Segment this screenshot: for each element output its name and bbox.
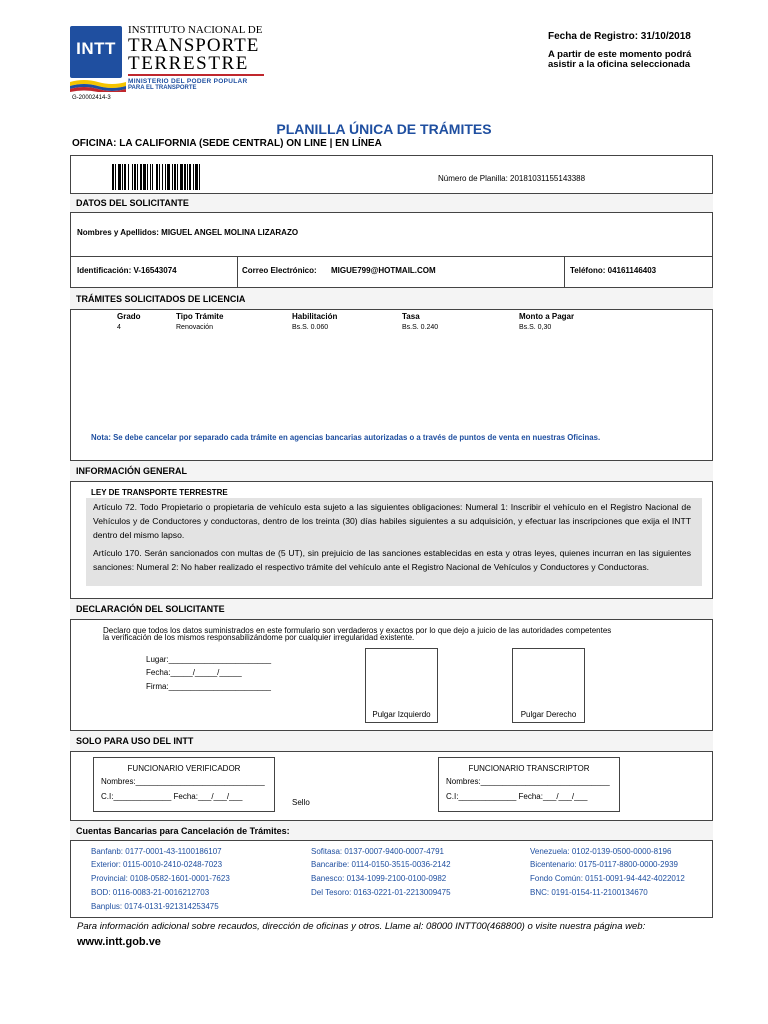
flag-stripe-icon: [70, 78, 126, 92]
rif-number: G-20002414-3: [72, 95, 111, 101]
footer-info: Para información adicional sobre recaudos, dirección de oficinas y otros. Llame al: 08000 INTT00(468800) o visite nuestra página web:: [77, 921, 646, 932]
law-title: LEY DE TRANSPORTE TERRESTRE: [91, 488, 228, 497]
bank-account-item: Del Tesoro: 0163-0221-01-2213009475: [311, 888, 451, 897]
table-cell: 4: [117, 324, 121, 331]
date-field: Fecha:_____/_____/_____: [146, 668, 242, 677]
bank-account-item: Banplus: 0174-0131-921314253475: [91, 902, 219, 911]
barcode-bar: [132, 164, 133, 190]
bank-account-item: Bicentenario: 0175-0117-8800-0000-2939: [530, 860, 678, 869]
bank-account-item: Banesco: 0134-1099-2100-0100-0982: [311, 874, 447, 883]
barcode-bar: [177, 164, 178, 190]
table-cell: Bs.S. 0.060: [292, 324, 329, 331]
section-intt-use: SOLO PARA USO DEL INTT: [70, 730, 713, 752]
barcode-bar: [159, 164, 160, 190]
barcode-bar: [172, 164, 173, 190]
table-cell: Renovación: [176, 324, 213, 331]
bank-account-item: BOD: 0116-0083-21-0016212703: [91, 888, 210, 897]
barcode-bar: [162, 164, 163, 190]
transcriber-ci-date: C.I:_____________ Fecha:___/___/___: [446, 792, 588, 801]
divider: [70, 256, 713, 257]
applicant-email: MIGUE799@HOTMAIL.COM: [331, 266, 436, 275]
barcode-bar: [140, 164, 142, 190]
logo-terrestre: TERRESTRE: [128, 53, 250, 74]
applicant-phone: Teléfono: 04161146403: [570, 266, 657, 275]
office-name: OFICINA: LA CALIFORNIA (SEDE CENTRAL) ON LINE | EN LÍNEA: [72, 138, 382, 149]
article-170: Artículo 170. Serán sancionados con multas de (5 UT), sin prejuicio de las sanciones establecidas en esta y otras leyes, quienes incurran en las siguientes sanciones: Numeral 2: No haber realizado el respectivo trámite del vehículo ante el Registro Nacional de Vehículos y Conductores y Conductoras.: [93, 548, 691, 572]
article-72: Artículo 72. Todo Propietario o propietaria de vehículo esta sujeto a las siguientes obligaciones: Numeral 1: Inscribir el vehículo en el Registro Nacional de Vehículos y de Conductores y conductoras, dentro de los treinta (30) días habiles siguientes a su adquisición, y efectuar las inscripciones que exija el INTT dentro del mismo lapso.: [93, 502, 691, 540]
attendance-note-line2: asistir a la oficina seleccionada: [548, 59, 691, 70]
place-field: Lugar:_______________________: [146, 655, 272, 664]
bank-account-item: Sofitasa: 0137-0007-9400-0007-4791: [311, 847, 444, 856]
barcode-bar: [152, 164, 153, 190]
table-cell: Bs.S. 0,30: [519, 324, 552, 331]
divider: [237, 256, 238, 287]
barcode-bar: [143, 164, 146, 190]
bank-account-item: Fondo Común: 0151-0091-94-442-4022012: [530, 874, 685, 883]
payment-note: Nota: Se debe cancelar por separado cada trámite en agencias bancarias autorizadas o a través de puntos de venta en nuestras Oficinas.: [91, 433, 601, 442]
logo-transporte: TRANSPORTE: [128, 35, 260, 56]
barcode-bar: [167, 164, 170, 190]
form-number: Número de Planilla: 20181031155143388: [438, 174, 586, 183]
logo-badge-text: INTT: [76, 39, 116, 58]
section-applicant-data: DATOS DEL SOLICITANTE: [70, 193, 713, 213]
barcode-bar: [137, 164, 138, 190]
intt-logo: [70, 22, 270, 102]
transcriber-names: Nombres:_____________________________: [446, 777, 610, 786]
barcode-bar: [147, 164, 148, 190]
seal-label: Sello: [292, 798, 310, 807]
applicant-name: Nombres y Apellidos: MIGUEL ANGEL MOLINA LIZARAZO: [77, 228, 299, 237]
barcode-bar: [112, 164, 114, 190]
barcode-bar: [187, 164, 188, 190]
barcode-bar: [134, 164, 136, 190]
barcode-bar: [180, 164, 183, 190]
logo-ministry-bar: [128, 74, 264, 76]
divider: [564, 256, 565, 287]
logo-institute-line: INSTITUTO NACIONAL DE: [128, 24, 263, 36]
barcode-bar: [128, 164, 129, 190]
right-thumb-label: Pulgar Derecho: [520, 710, 577, 719]
col-header-amount: Monto a Pagar: [519, 312, 575, 321]
signature-field: Firma:_______________________: [146, 682, 271, 691]
declaration-text-line1: Declaro que todos los datos suministrados en este formulario son verdaderos y exactos por lo que dejo a juicio de las autoridades competentes: [103, 626, 612, 635]
barcode-bar: [189, 164, 191, 190]
section-license-procedures: TRÁMITES SOLICITADOS DE LICENCIA: [70, 287, 713, 310]
attendance-note-line1: A partir de este momento podrá: [548, 49, 692, 60]
email-label: Correo Electrónico:: [242, 266, 317, 275]
bank-account-item: Provincial: 0108-0582-1601-0001-7623: [91, 874, 230, 883]
registration-date: Fecha de Registro: 31/10/2018: [548, 31, 691, 42]
barcode-bar: [124, 164, 126, 190]
barcode-bar: [199, 164, 200, 190]
left-thumb-label: Pulgar Izquierdo: [372, 710, 431, 719]
col-header-fee: Tasa: [402, 312, 420, 321]
verifier-title: FUNCIONARIO VERIFICADOR: [127, 764, 241, 773]
barcode-bar: [193, 164, 194, 190]
barcode-bar: [165, 164, 166, 190]
page-title: PLANILLA ÚNICA DE TRÁMITES: [276, 121, 492, 137]
barcode-bar: [115, 164, 116, 190]
table-cell: Bs.S. 0.240: [402, 324, 439, 331]
barcode-bar: [156, 164, 158, 190]
col-header-enabling: Habilitación: [292, 312, 338, 321]
barcode-bar: [122, 164, 123, 190]
barcode-bar: [195, 164, 198, 190]
verifier-ci-date: C.I:_____________ Fecha:___/___/___: [101, 792, 243, 801]
barcode-bar: [118, 164, 121, 190]
verifier-names: Nombres:_____________________________: [101, 777, 265, 786]
barcode-bar: [184, 164, 186, 190]
col-header-grade: Grado: [117, 312, 141, 321]
website-link[interactable]: www.intt.gob.ve: [77, 936, 161, 948]
col-header-type: Tipo Trámite: [176, 312, 224, 321]
bank-account-item: BNC: 0191-0154-11-2100134670: [530, 888, 648, 897]
bank-account-item: Bancaribe: 0114-0150-3515-0036-2142: [311, 860, 451, 869]
section-general-info: INFORMACIÓN GENERAL: [70, 460, 713, 482]
bank-account-item: Banfanb: 0177-0001-43-1100186107: [91, 847, 222, 856]
barcode-bar: [150, 164, 151, 190]
applicant-id: Identificación: V-16543074: [77, 266, 177, 275]
transcriber-title: FUNCIONARIO TRANSCRIPTOR: [468, 764, 590, 773]
bank-account-item: Venezuela: 0102-0139-0500-0000-8196: [530, 847, 672, 856]
logo-ministry-line2: PARA EL TRANSPORTE: [128, 85, 197, 91]
bank-account-item: Exterior: 0115-0010-2410-0248-7023: [91, 860, 223, 869]
logo-ministry-line1: MINISTERIO DEL PODER POPULAR: [128, 78, 248, 85]
section-declaration: DECLARACIÓN DEL SOLICITANTE: [70, 598, 713, 620]
section-bank-accounts: Cuentas Bancarias para Cancelación de Trámites:: [70, 820, 713, 841]
barcode: [110, 164, 232, 190]
declaration-text-line2: la verificación de los mismos responsabilizándome por cualquier irregularidad existente.: [103, 633, 415, 642]
barcode-bar: [174, 164, 176, 190]
